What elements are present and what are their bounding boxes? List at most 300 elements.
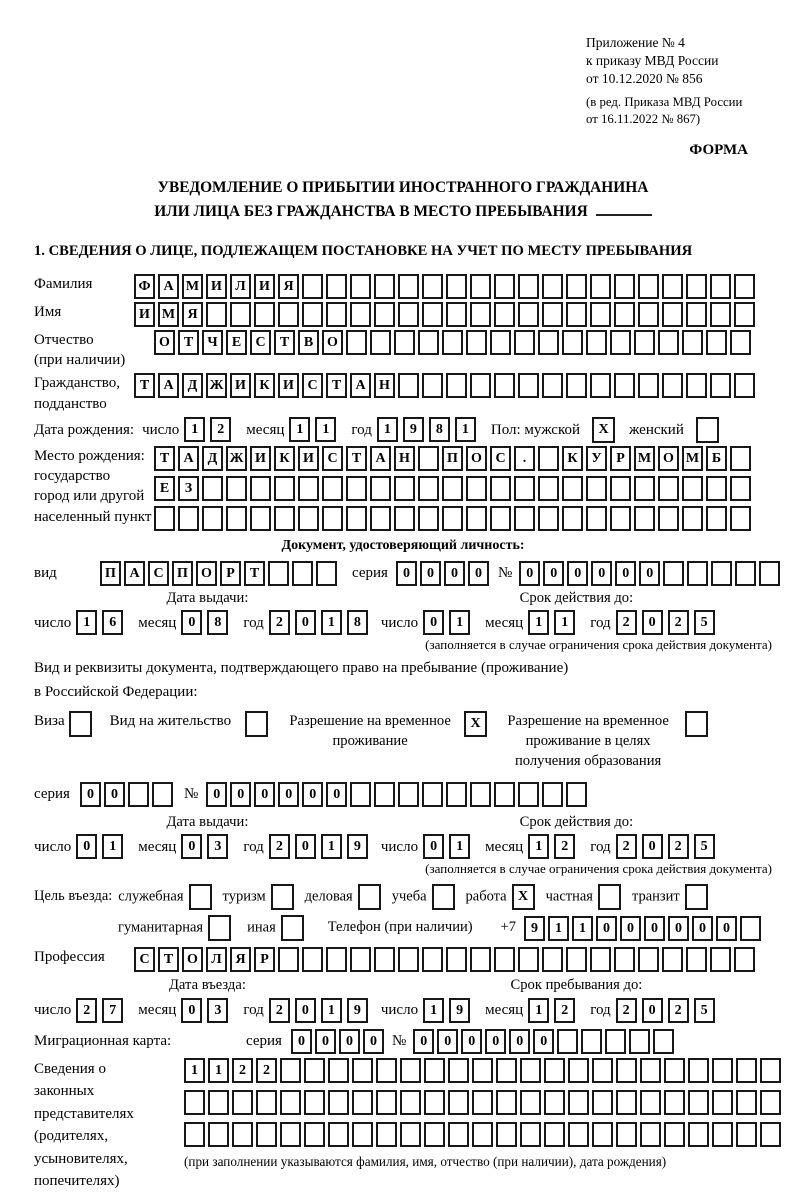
char-box[interactable]: С xyxy=(490,446,511,471)
char-box[interactable] xyxy=(302,274,323,299)
char-box[interactable] xyxy=(328,1122,349,1147)
char-box[interactable]: И xyxy=(206,274,227,299)
char-box[interactable] xyxy=(346,330,367,355)
char-box[interactable] xyxy=(682,506,703,531)
char-box[interactable] xyxy=(374,302,395,327)
char-box[interactable] xyxy=(712,1090,733,1115)
char-box[interactable]: 0 xyxy=(620,916,641,941)
char-box[interactable] xyxy=(446,782,467,807)
purpose-work-checkbox[interactable]: X xyxy=(512,884,535,910)
char-box[interactable] xyxy=(682,476,703,501)
purpose-humanitarian-checkbox[interactable] xyxy=(208,915,231,941)
char-box[interactable] xyxy=(610,330,631,355)
char-box[interactable] xyxy=(730,506,751,531)
char-box[interactable] xyxy=(466,330,487,355)
char-box[interactable]: Т xyxy=(326,373,347,398)
char-box[interactable]: 0 xyxy=(437,1029,458,1054)
char-box[interactable] xyxy=(280,1090,301,1115)
char-box[interactable]: . xyxy=(514,446,535,471)
char-box[interactable] xyxy=(542,373,563,398)
char-box[interactable] xyxy=(470,947,491,972)
char-box[interactable]: 0 xyxy=(302,782,323,807)
char-box[interactable]: 1 xyxy=(449,610,470,635)
char-box[interactable]: 1 xyxy=(102,834,123,859)
char-box[interactable] xyxy=(520,1122,541,1147)
char-box[interactable] xyxy=(496,1122,517,1147)
char-box[interactable]: 9 xyxy=(403,417,424,442)
char-box[interactable] xyxy=(346,506,367,531)
char-box[interactable] xyxy=(304,1090,325,1115)
char-box[interactable] xyxy=(544,1058,565,1083)
char-box[interactable]: С xyxy=(148,561,169,586)
char-box[interactable] xyxy=(664,1122,685,1147)
char-box[interactable]: 2 xyxy=(269,998,290,1023)
char-box[interactable]: 2 xyxy=(269,834,290,859)
char-box[interactable]: А xyxy=(178,446,199,471)
char-box[interactable] xyxy=(736,1058,757,1083)
char-box[interactable] xyxy=(544,1090,565,1115)
char-box[interactable] xyxy=(184,1122,205,1147)
char-box[interactable] xyxy=(610,476,631,501)
char-box[interactable] xyxy=(494,782,515,807)
char-box[interactable] xyxy=(374,782,395,807)
char-box[interactable] xyxy=(472,1090,493,1115)
char-box[interactable] xyxy=(542,302,563,327)
char-box[interactable] xyxy=(759,561,780,586)
char-box[interactable] xyxy=(494,947,515,972)
char-box[interactable]: Т xyxy=(134,373,155,398)
char-box[interactable] xyxy=(370,330,391,355)
char-box[interactable] xyxy=(566,373,587,398)
char-box[interactable]: 1 xyxy=(321,998,342,1023)
char-box[interactable] xyxy=(326,274,347,299)
char-box[interactable] xyxy=(422,274,443,299)
char-box[interactable]: 0 xyxy=(181,998,202,1023)
char-box[interactable]: 1 xyxy=(208,1058,229,1083)
char-box[interactable]: О xyxy=(154,330,175,355)
char-box[interactable]: 0 xyxy=(596,916,617,941)
char-box[interactable]: И xyxy=(134,302,155,327)
char-box[interactable] xyxy=(730,446,751,471)
char-box[interactable]: 7 xyxy=(102,998,123,1023)
char-box[interactable]: З xyxy=(178,476,199,501)
char-box[interactable] xyxy=(592,1090,613,1115)
char-box[interactable] xyxy=(658,506,679,531)
char-box[interactable]: 5 xyxy=(694,834,715,859)
char-box[interactable]: 0 xyxy=(315,1029,336,1054)
char-box[interactable] xyxy=(518,782,539,807)
char-box[interactable]: А xyxy=(124,561,145,586)
char-box[interactable] xyxy=(394,506,415,531)
char-box[interactable]: 9 xyxy=(449,998,470,1023)
char-box[interactable] xyxy=(735,561,756,586)
purpose-transit-checkbox[interactable] xyxy=(685,884,708,910)
char-box[interactable] xyxy=(710,302,731,327)
char-box[interactable]: И xyxy=(254,274,275,299)
char-box[interactable]: 0 xyxy=(668,916,689,941)
char-box[interactable] xyxy=(710,947,731,972)
char-box[interactable] xyxy=(662,947,683,972)
char-box[interactable] xyxy=(638,373,659,398)
char-box[interactable] xyxy=(154,506,175,531)
char-box[interactable] xyxy=(152,782,173,807)
char-box[interactable] xyxy=(688,1058,709,1083)
char-box[interactable] xyxy=(494,302,515,327)
char-box[interactable] xyxy=(614,373,635,398)
char-box[interactable] xyxy=(520,1090,541,1115)
char-box[interactable] xyxy=(734,373,755,398)
char-box[interactable]: 0 xyxy=(230,782,251,807)
char-box[interactable] xyxy=(568,1058,589,1083)
char-box[interactable]: 2 xyxy=(76,998,97,1023)
char-box[interactable]: 1 xyxy=(455,417,476,442)
char-box[interactable] xyxy=(538,476,559,501)
char-box[interactable]: 2 xyxy=(210,417,231,442)
visa-checkbox[interactable] xyxy=(69,711,92,737)
char-box[interactable]: 0 xyxy=(567,561,588,586)
char-box[interactable] xyxy=(398,302,419,327)
char-box[interactable]: 1 xyxy=(377,417,398,442)
char-box[interactable] xyxy=(274,506,295,531)
char-box[interactable]: 2 xyxy=(616,834,637,859)
char-box[interactable]: Я xyxy=(278,274,299,299)
char-box[interactable] xyxy=(542,274,563,299)
char-box[interactable]: 0 xyxy=(644,916,665,941)
char-box[interactable] xyxy=(370,476,391,501)
char-box[interactable] xyxy=(398,373,419,398)
char-box[interactable]: 0 xyxy=(295,998,316,1023)
char-box[interactable] xyxy=(184,1090,205,1115)
char-box[interactable] xyxy=(208,1090,229,1115)
char-box[interactable] xyxy=(470,274,491,299)
char-box[interactable] xyxy=(712,1058,733,1083)
char-box[interactable]: 0 xyxy=(291,1029,312,1054)
char-box[interactable] xyxy=(710,274,731,299)
char-box[interactable]: Б xyxy=(706,446,727,471)
char-box[interactable]: 8 xyxy=(207,610,228,635)
residence-permit-checkbox[interactable] xyxy=(245,711,268,737)
char-box[interactable] xyxy=(292,561,313,586)
char-box[interactable] xyxy=(592,1122,613,1147)
char-box[interactable] xyxy=(376,1122,397,1147)
char-box[interactable]: 0 xyxy=(509,1029,530,1054)
char-box[interactable] xyxy=(256,1122,277,1147)
char-box[interactable] xyxy=(586,476,607,501)
char-box[interactable] xyxy=(634,330,655,355)
char-box[interactable]: С xyxy=(134,947,155,972)
char-box[interactable] xyxy=(760,1122,781,1147)
char-box[interactable]: 0 xyxy=(254,782,275,807)
char-box[interactable] xyxy=(566,782,587,807)
char-box[interactable] xyxy=(226,476,247,501)
char-box[interactable] xyxy=(586,330,607,355)
char-box[interactable]: 0 xyxy=(543,561,564,586)
char-box[interactable]: А xyxy=(158,274,179,299)
char-box[interactable] xyxy=(424,1122,445,1147)
char-box[interactable]: 0 xyxy=(642,834,663,859)
char-box[interactable] xyxy=(442,506,463,531)
char-box[interactable] xyxy=(466,506,487,531)
purpose-official-checkbox[interactable] xyxy=(189,884,212,910)
char-box[interactable]: 0 xyxy=(413,1029,434,1054)
char-box[interactable] xyxy=(298,506,319,531)
char-box[interactable]: О xyxy=(658,446,679,471)
char-box[interactable] xyxy=(514,506,535,531)
char-box[interactable]: И xyxy=(250,446,271,471)
char-box[interactable] xyxy=(328,1058,349,1083)
char-box[interactable]: К xyxy=(562,446,583,471)
char-box[interactable] xyxy=(208,1122,229,1147)
char-box[interactable] xyxy=(422,373,443,398)
char-box[interactable]: 2 xyxy=(256,1058,277,1083)
char-box[interactable]: Т xyxy=(154,446,175,471)
char-box[interactable]: У xyxy=(586,446,607,471)
char-box[interactable]: Ф xyxy=(134,274,155,299)
char-box[interactable] xyxy=(352,1122,373,1147)
char-box[interactable] xyxy=(634,506,655,531)
char-box[interactable] xyxy=(278,302,299,327)
char-box[interactable] xyxy=(734,274,755,299)
char-box[interactable]: Д xyxy=(182,373,203,398)
char-box[interactable] xyxy=(376,1090,397,1115)
char-box[interactable] xyxy=(448,1058,469,1083)
char-box[interactable]: Т xyxy=(274,330,295,355)
char-box[interactable]: 0 xyxy=(716,916,737,941)
char-box[interactable] xyxy=(629,1029,650,1054)
char-box[interactable] xyxy=(562,506,583,531)
char-box[interactable] xyxy=(352,1090,373,1115)
char-box[interactable]: 0 xyxy=(444,561,465,586)
char-box[interactable] xyxy=(448,1090,469,1115)
char-box[interactable]: 0 xyxy=(519,561,540,586)
char-box[interactable] xyxy=(250,506,271,531)
char-box[interactable]: 2 xyxy=(232,1058,253,1083)
char-box[interactable]: 1 xyxy=(528,998,549,1023)
char-box[interactable] xyxy=(472,1058,493,1083)
char-box[interactable] xyxy=(278,947,299,972)
char-box[interactable]: 0 xyxy=(80,782,101,807)
char-box[interactable]: Ч xyxy=(202,330,223,355)
char-box[interactable] xyxy=(268,561,289,586)
char-box[interactable] xyxy=(682,330,703,355)
char-box[interactable] xyxy=(350,782,371,807)
female-checkbox[interactable] xyxy=(696,417,719,443)
char-box[interactable]: 0 xyxy=(76,834,97,859)
char-box[interactable]: 2 xyxy=(668,834,689,859)
char-box[interactable] xyxy=(658,330,679,355)
char-box[interactable] xyxy=(581,1029,602,1054)
char-box[interactable]: М xyxy=(158,302,179,327)
char-box[interactable] xyxy=(226,506,247,531)
char-box[interactable] xyxy=(562,330,583,355)
char-box[interactable] xyxy=(658,476,679,501)
char-box[interactable] xyxy=(544,1122,565,1147)
char-box[interactable] xyxy=(256,1090,277,1115)
char-box[interactable]: 0 xyxy=(104,782,125,807)
temporary-residence-education-checkbox[interactable] xyxy=(685,711,708,737)
char-box[interactable] xyxy=(232,1122,253,1147)
char-box[interactable] xyxy=(304,1122,325,1147)
char-box[interactable] xyxy=(470,373,491,398)
char-box[interactable]: А xyxy=(158,373,179,398)
char-box[interactable] xyxy=(494,274,515,299)
char-box[interactable]: 2 xyxy=(269,610,290,635)
char-box[interactable] xyxy=(470,782,491,807)
char-box[interactable] xyxy=(302,302,323,327)
temporary-residence-checkbox[interactable]: X xyxy=(464,711,487,737)
purpose-study-checkbox[interactable] xyxy=(432,884,455,910)
char-box[interactable]: 0 xyxy=(468,561,489,586)
char-box[interactable] xyxy=(538,446,559,471)
char-box[interactable]: 8 xyxy=(347,610,368,635)
char-box[interactable]: 1 xyxy=(528,610,549,635)
char-box[interactable] xyxy=(734,947,755,972)
char-box[interactable]: Т xyxy=(158,947,179,972)
char-box[interactable]: 0 xyxy=(485,1029,506,1054)
char-box[interactable] xyxy=(346,476,367,501)
char-box[interactable] xyxy=(638,302,659,327)
char-box[interactable] xyxy=(760,1090,781,1115)
male-checkbox[interactable]: X xyxy=(592,417,615,443)
char-box[interactable]: Л xyxy=(206,947,227,972)
char-box[interactable]: 0 xyxy=(461,1029,482,1054)
char-box[interactable] xyxy=(605,1029,626,1054)
char-box[interactable] xyxy=(350,947,371,972)
purpose-other-checkbox[interactable] xyxy=(281,915,304,941)
char-box[interactable] xyxy=(274,476,295,501)
char-box[interactable] xyxy=(202,506,223,531)
char-box[interactable]: М xyxy=(682,446,703,471)
char-box[interactable] xyxy=(418,446,439,471)
char-box[interactable] xyxy=(638,274,659,299)
char-box[interactable]: 1 xyxy=(315,417,336,442)
char-box[interactable] xyxy=(712,1122,733,1147)
char-box[interactable]: К xyxy=(254,373,275,398)
char-box[interactable]: 0 xyxy=(591,561,612,586)
char-box[interactable] xyxy=(566,274,587,299)
char-box[interactable] xyxy=(686,302,707,327)
char-box[interactable]: 1 xyxy=(449,834,470,859)
char-box[interactable]: 1 xyxy=(321,610,342,635)
char-box[interactable]: А xyxy=(370,446,391,471)
char-box[interactable] xyxy=(542,947,563,972)
char-box[interactable] xyxy=(710,373,731,398)
char-box[interactable]: Т xyxy=(178,330,199,355)
char-box[interactable] xyxy=(250,476,271,501)
char-box[interactable]: 2 xyxy=(668,610,689,635)
char-box[interactable] xyxy=(740,916,761,941)
purpose-tourism-checkbox[interactable] xyxy=(271,884,294,910)
char-box[interactable] xyxy=(316,561,337,586)
char-box[interactable]: 9 xyxy=(524,916,545,941)
char-box[interactable]: 0 xyxy=(295,834,316,859)
char-box[interactable] xyxy=(653,1029,674,1054)
char-box[interactable] xyxy=(374,274,395,299)
char-box[interactable] xyxy=(686,947,707,972)
char-box[interactable] xyxy=(490,476,511,501)
char-box[interactable]: 0 xyxy=(181,834,202,859)
char-box[interactable] xyxy=(304,1058,325,1083)
char-box[interactable]: Е xyxy=(226,330,247,355)
char-box[interactable] xyxy=(518,302,539,327)
char-box[interactable]: О xyxy=(466,446,487,471)
char-box[interactable] xyxy=(638,947,659,972)
char-box[interactable] xyxy=(466,476,487,501)
char-box[interactable]: 1 xyxy=(528,834,549,859)
char-box[interactable] xyxy=(446,302,467,327)
char-box[interactable] xyxy=(566,302,587,327)
char-box[interactable] xyxy=(350,274,371,299)
char-box[interactable]: Т xyxy=(244,561,265,586)
char-box[interactable] xyxy=(352,1058,373,1083)
char-box[interactable]: Я xyxy=(230,947,251,972)
char-box[interactable] xyxy=(616,1122,637,1147)
char-box[interactable] xyxy=(706,476,727,501)
char-box[interactable] xyxy=(610,506,631,531)
char-box[interactable]: 9 xyxy=(347,998,368,1023)
char-box[interactable] xyxy=(592,1058,613,1083)
char-box[interactable]: О xyxy=(322,330,343,355)
char-box[interactable] xyxy=(616,1058,637,1083)
char-box[interactable] xyxy=(446,947,467,972)
char-box[interactable]: 1 xyxy=(289,417,310,442)
char-box[interactable] xyxy=(178,506,199,531)
char-box[interactable]: Ж xyxy=(226,446,247,471)
char-box[interactable] xyxy=(350,302,371,327)
char-box[interactable] xyxy=(232,1090,253,1115)
char-box[interactable] xyxy=(736,1090,757,1115)
char-box[interactable]: 0 xyxy=(692,916,713,941)
char-box[interactable]: 0 xyxy=(295,610,316,635)
char-box[interactable]: П xyxy=(100,561,121,586)
char-box[interactable] xyxy=(328,1090,349,1115)
char-box[interactable]: 0 xyxy=(420,561,441,586)
char-box[interactable]: С xyxy=(322,446,343,471)
char-box[interactable] xyxy=(490,506,511,531)
char-box[interactable] xyxy=(400,1058,421,1083)
char-box[interactable]: 1 xyxy=(321,834,342,859)
char-box[interactable]: Р xyxy=(254,947,275,972)
char-box[interactable] xyxy=(586,506,607,531)
char-box[interactable] xyxy=(634,476,655,501)
char-box[interactable]: 0 xyxy=(363,1029,384,1054)
char-box[interactable]: П xyxy=(442,446,463,471)
char-box[interactable]: 0 xyxy=(615,561,636,586)
char-box[interactable] xyxy=(422,947,443,972)
char-box[interactable] xyxy=(470,302,491,327)
purpose-private-checkbox[interactable] xyxy=(598,884,621,910)
char-box[interactable]: 1 xyxy=(423,998,444,1023)
char-box[interactable]: Т xyxy=(346,446,367,471)
char-box[interactable] xyxy=(326,947,347,972)
char-box[interactable] xyxy=(376,1058,397,1083)
char-box[interactable]: Я xyxy=(182,302,203,327)
char-box[interactable] xyxy=(514,476,535,501)
char-box[interactable] xyxy=(520,1058,541,1083)
char-box[interactable] xyxy=(730,476,751,501)
char-box[interactable] xyxy=(494,373,515,398)
char-box[interactable] xyxy=(446,274,467,299)
char-box[interactable]: И xyxy=(278,373,299,398)
char-box[interactable]: 0 xyxy=(339,1029,360,1054)
char-box[interactable] xyxy=(687,561,708,586)
char-box[interactable] xyxy=(230,302,251,327)
char-box[interactable]: А xyxy=(350,373,371,398)
char-box[interactable]: В xyxy=(298,330,319,355)
char-box[interactable]: 0 xyxy=(326,782,347,807)
char-box[interactable] xyxy=(662,373,683,398)
char-box[interactable]: 2 xyxy=(554,834,575,859)
